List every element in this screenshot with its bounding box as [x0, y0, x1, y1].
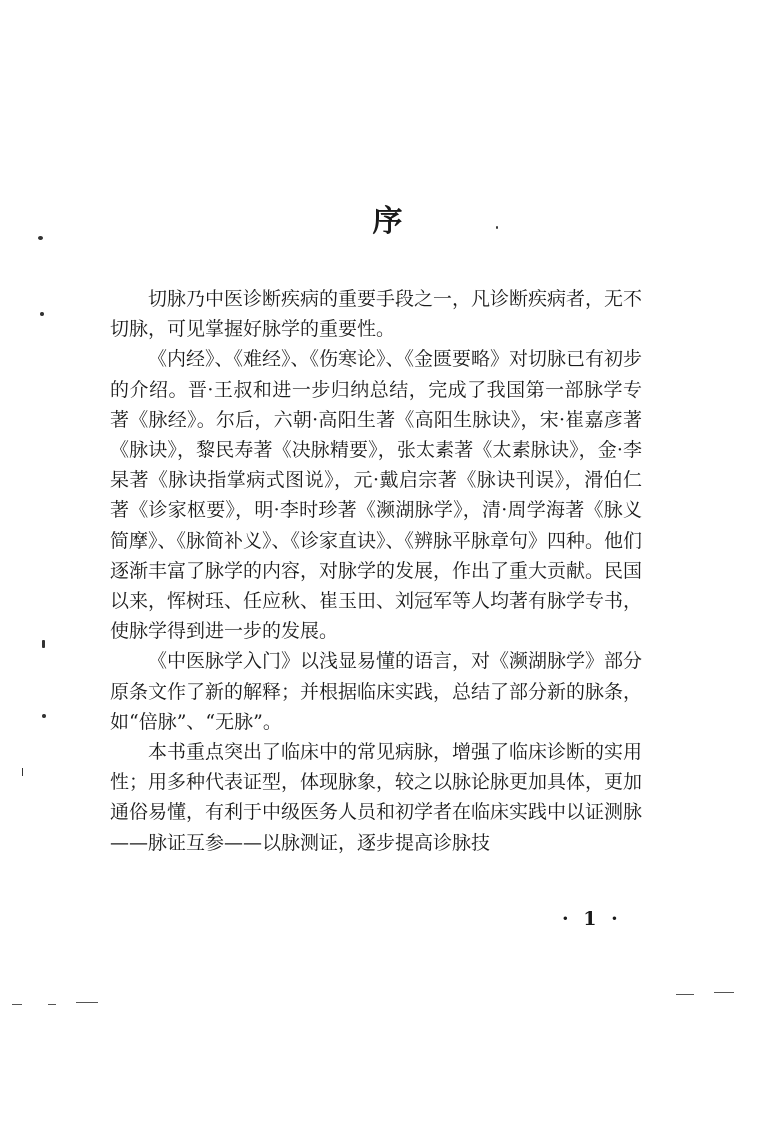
scan-mark: [12, 1004, 22, 1005]
scan-speck: [40, 312, 44, 316]
paragraph-1: 切脉乃中医诊断疾病的重要手段之一，凡诊断疾病者，无不切脉，可见掌握好脉学的重要性。: [110, 288, 643, 341]
page-number: · 1 ·: [562, 908, 622, 930]
scan-speck: [42, 714, 46, 718]
paragraph-2: 《内经》、《难经》、《伤寒论》、《金匮要略》对切脉已有初步的介绍。晋·王叔和进一步归纳总结，完成了我国第一部脉学专著《脉经》。尔后，六朝·高阳生著《高阳生脉诀》，宋·崔嘉彦著《脉诀》，黎民寿著《决脉精要》，张太素著《太素脉诀》，金·李杲著《脉诀指掌病式图说》，元·戴启宗著《脉诀刊误》，滑伯仁著《诊家枢要》，明·李时珍著《濒湖脉学》，清·周学海著《脉义简摩》、《脉简补义》、《诊家直诀》、《辨脉平脉章句》四种。他们逐渐丰富了脉学的内容，对脉学的发展，作出了重大贡献。民国以来，恽树珏、任应秋、崔玉田、刘冠军等人均著有脉学专书，使脉学得到进一步的发展。: [110, 348, 643, 643]
scan-speck: [38, 236, 43, 240]
scan-mark: [76, 1002, 98, 1003]
scan-speck: [42, 640, 45, 648]
paragraph-3: 《中医脉学入门》以浅显易懂的语言，对《濒湖脉学》部分原条文作了新的解释；并根据临床实践，总结了部分新的脉条，如“倍脉”、“无脉”。: [110, 650, 643, 733]
scan-mark: [676, 994, 694, 995]
paragraph-4: 本书重点突出了临床中的常见病脉，增强了临床诊断的实用性；用多种代表证型，体现脉象，较之以脉论脉更加具体，更加通俗易懂，有利于中级医务人员和初学者在临床实践中以证测脉——脉证互参——以脉测证，逐步提高诊脉技: [110, 741, 643, 854]
scan-speck: [22, 768, 23, 776]
scan-mark: [48, 1004, 56, 1005]
scan-speck: [496, 226, 498, 229]
page-title: 序: [372, 204, 405, 239]
scan-mark: [714, 992, 734, 993]
body-text: [110, 284, 642, 858]
